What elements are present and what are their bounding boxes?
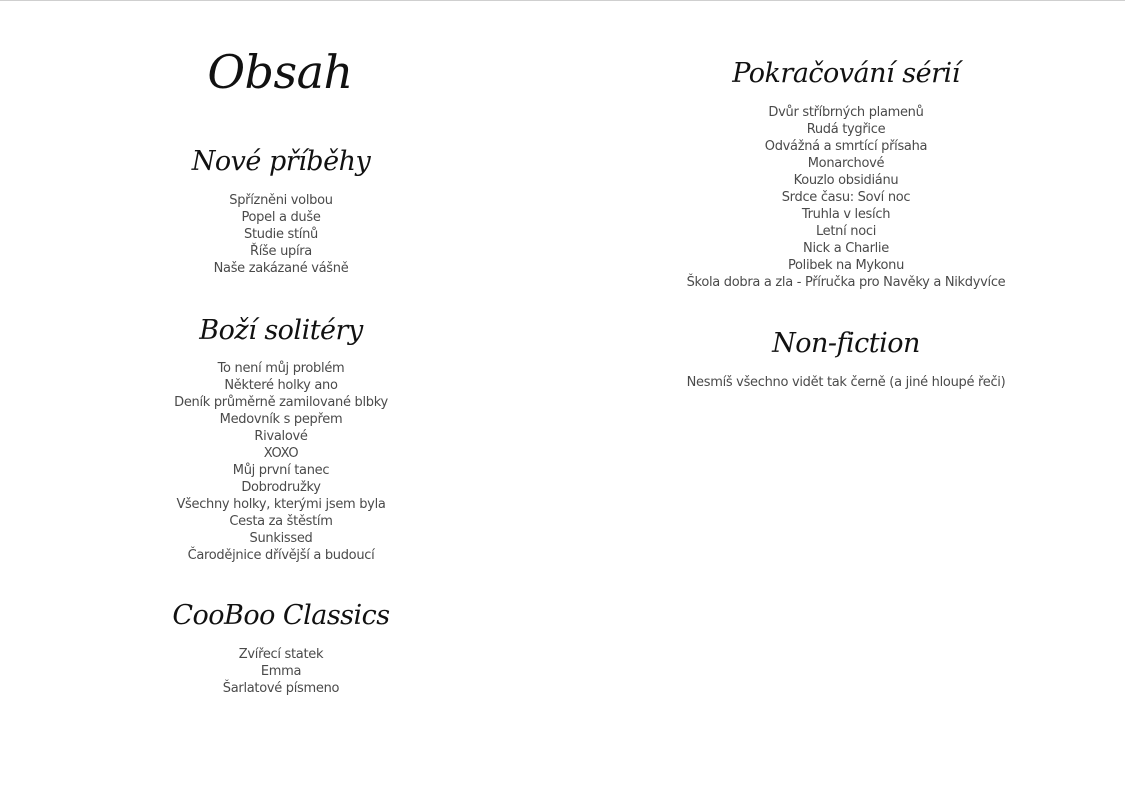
section-heading-nove-pribehy: Nové příběhy: [191, 146, 371, 177]
list-item: Říše upíra: [250, 244, 312, 259]
list-item: Čarodějnice dřívější a budoucí: [187, 548, 375, 563]
section-heading-non-fiction: Non-fiction: [772, 328, 920, 359]
list-item: Rudá tygřice: [806, 122, 886, 137]
list-item: Studie stínů: [244, 227, 318, 242]
list-item: Kouzlo obsidiánu: [793, 173, 899, 188]
list-item: Deník průměrně zamilované blbky: [174, 395, 388, 410]
list-item: Truhla v lesích: [801, 207, 891, 222]
section-list-pokracovani-serii: [646, 104, 1046, 291]
list-item: Nick a Charlie: [803, 241, 889, 256]
list-item: Některé holky ano: [224, 378, 338, 393]
list-item: Monarchové: [807, 156, 885, 171]
list-item: Všechny holky, kterými jsem byla: [176, 497, 386, 512]
top-border: [0, 0, 1125, 1]
list-item: Zvířecí statek: [238, 647, 324, 662]
list-item: Letní noci: [815, 224, 877, 239]
list-item: Sunkissed: [249, 531, 313, 546]
list-item: Popel a duše: [241, 210, 321, 225]
list-item: Medovník s pepřem: [219, 412, 343, 427]
list-item: Nesmíš všechno vidět tak černě (a jiné hloupé řeči): [686, 375, 1006, 390]
list-item: Dvůr stříbrných plamenů: [768, 105, 924, 120]
list-item: Spřízněni volbou: [229, 193, 333, 208]
list-item: Šarlatové písmeno: [222, 681, 340, 696]
list-item: Rivalové: [254, 429, 308, 444]
list-item: Srdce času: Soví noc: [781, 190, 911, 205]
section-heading-pokracovani-serii: Pokračování sérií: [732, 58, 960, 89]
list-item: Škola dobra a zla - Příručka pro Navěky a Nikdyvíce: [686, 275, 1006, 290]
list-item: Odvážná a smrtící přísaha: [764, 139, 928, 154]
section-list-nove-pribehy: [131, 192, 431, 277]
list-item: Polibek na Mykonu: [787, 258, 905, 273]
list-item: Můj první tanec: [232, 463, 330, 478]
list-item: Dobrodružky: [241, 480, 321, 495]
list-item: Emma: [260, 664, 302, 679]
section-heading-bozi-solitery: Boží solitéry: [199, 315, 363, 346]
list-item: XOXO: [263, 446, 299, 461]
section-list-non-fiction: [646, 374, 1046, 391]
section-list-bozi-solitery: [131, 360, 431, 564]
section-heading-cooboo-classics: CooBoo Classics: [172, 600, 390, 631]
list-item: To není můj problém: [217, 361, 345, 376]
list-item: Naše zakázané vášně: [213, 261, 349, 276]
page-title: Obsah: [207, 45, 353, 99]
section-list-cooboo-classics: [131, 646, 431, 697]
list-item: Cesta za štěstím: [229, 514, 333, 529]
